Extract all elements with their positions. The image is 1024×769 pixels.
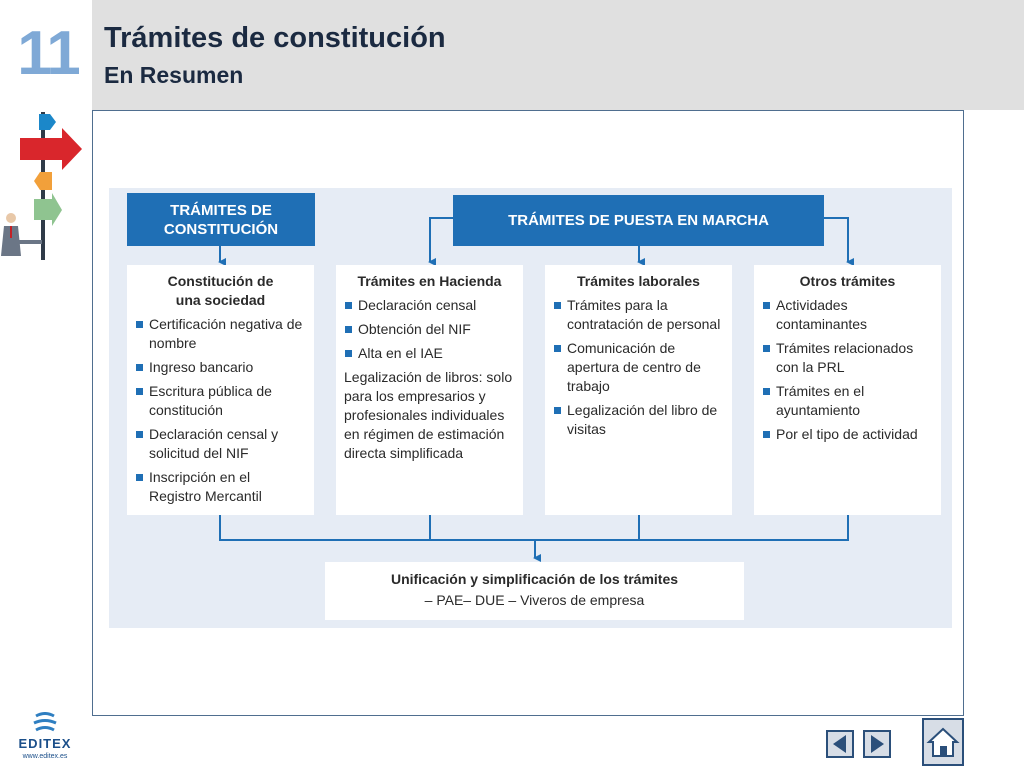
list-item: Ingreso bancario [135, 358, 306, 377]
column-tramites-hacienda [336, 265, 523, 515]
heading-puesta-en-marcha [453, 195, 824, 246]
editex-logo [14, 712, 76, 762]
next-button[interactable] [863, 730, 891, 758]
unification-title: Unificación y simplificación de los trámites [390, 571, 679, 587]
list-item: Comunicación de apertura de centro de trabajo [553, 339, 724, 396]
list-item: Trámites relacionados con la PRL [762, 339, 933, 377]
previous-button[interactable] [826, 730, 854, 758]
column-title: Constitución de una sociedad [167, 273, 274, 308]
logo-url: www.editex.es [22, 753, 68, 760]
column-tramites-laborales [545, 265, 732, 515]
chapter-number: 11 [17, 19, 79, 88]
list-item: Trámites para la contratación de personal [553, 296, 724, 334]
list-item: Certificación negativa de nombre [135, 315, 306, 353]
heading-puesta-en-marcha-label: TRÁMITES DE PUESTA EN MARCHA [508, 212, 769, 229]
list-item: Alta en el IAE [344, 344, 515, 363]
unification-box [325, 562, 744, 620]
list-item: Legalización del libro de visitas [553, 401, 724, 439]
list-item: Trámites en el ayuntamiento [762, 382, 933, 420]
triangle-left-icon [828, 732, 852, 756]
triangle-right-icon [865, 732, 889, 756]
list-item: Inscripción en el Registro Mercantil [135, 468, 306, 506]
editex-logo-mark-icon [14, 712, 76, 736]
header-bar [92, 0, 1024, 110]
signpost-illustration [0, 108, 90, 263]
list-item: Por el tipo de actividad [762, 425, 933, 444]
unification-items: – PAE– DUE – Viveros de empresa [424, 592, 645, 608]
column-otros-tramites [754, 265, 941, 515]
heading-constitucion-label: TRÁMITES DE CONSTITUCIÓN [163, 201, 279, 238]
column-title: Otros trámites [799, 273, 896, 289]
home-button[interactable] [922, 718, 964, 766]
column-constitucion-sociedad [127, 265, 314, 515]
page-subtitle: En Resumen [104, 62, 244, 88]
list-item: Escritura pública de constitución [135, 382, 306, 420]
heading-constitucion [127, 193, 315, 246]
home-icon [924, 720, 962, 764]
list-item: Actividades contaminantes [762, 296, 933, 334]
list-item: Obtención del NIF [344, 320, 515, 339]
column-title: Trámites en Hacienda [357, 273, 502, 289]
column-note: Legalización de libros: solo para los empresarios y profesionales individuales en régimen de estimación directa simplificada [344, 369, 513, 461]
list-item: Declaración censal y solicitud del NIF [135, 425, 306, 463]
logo-text: EDITEX [18, 736, 72, 751]
page-title: Trámites de constitución [104, 22, 446, 54]
list-item: Declaración censal [344, 296, 515, 315]
column-title: Trámites laborales [577, 273, 700, 289]
